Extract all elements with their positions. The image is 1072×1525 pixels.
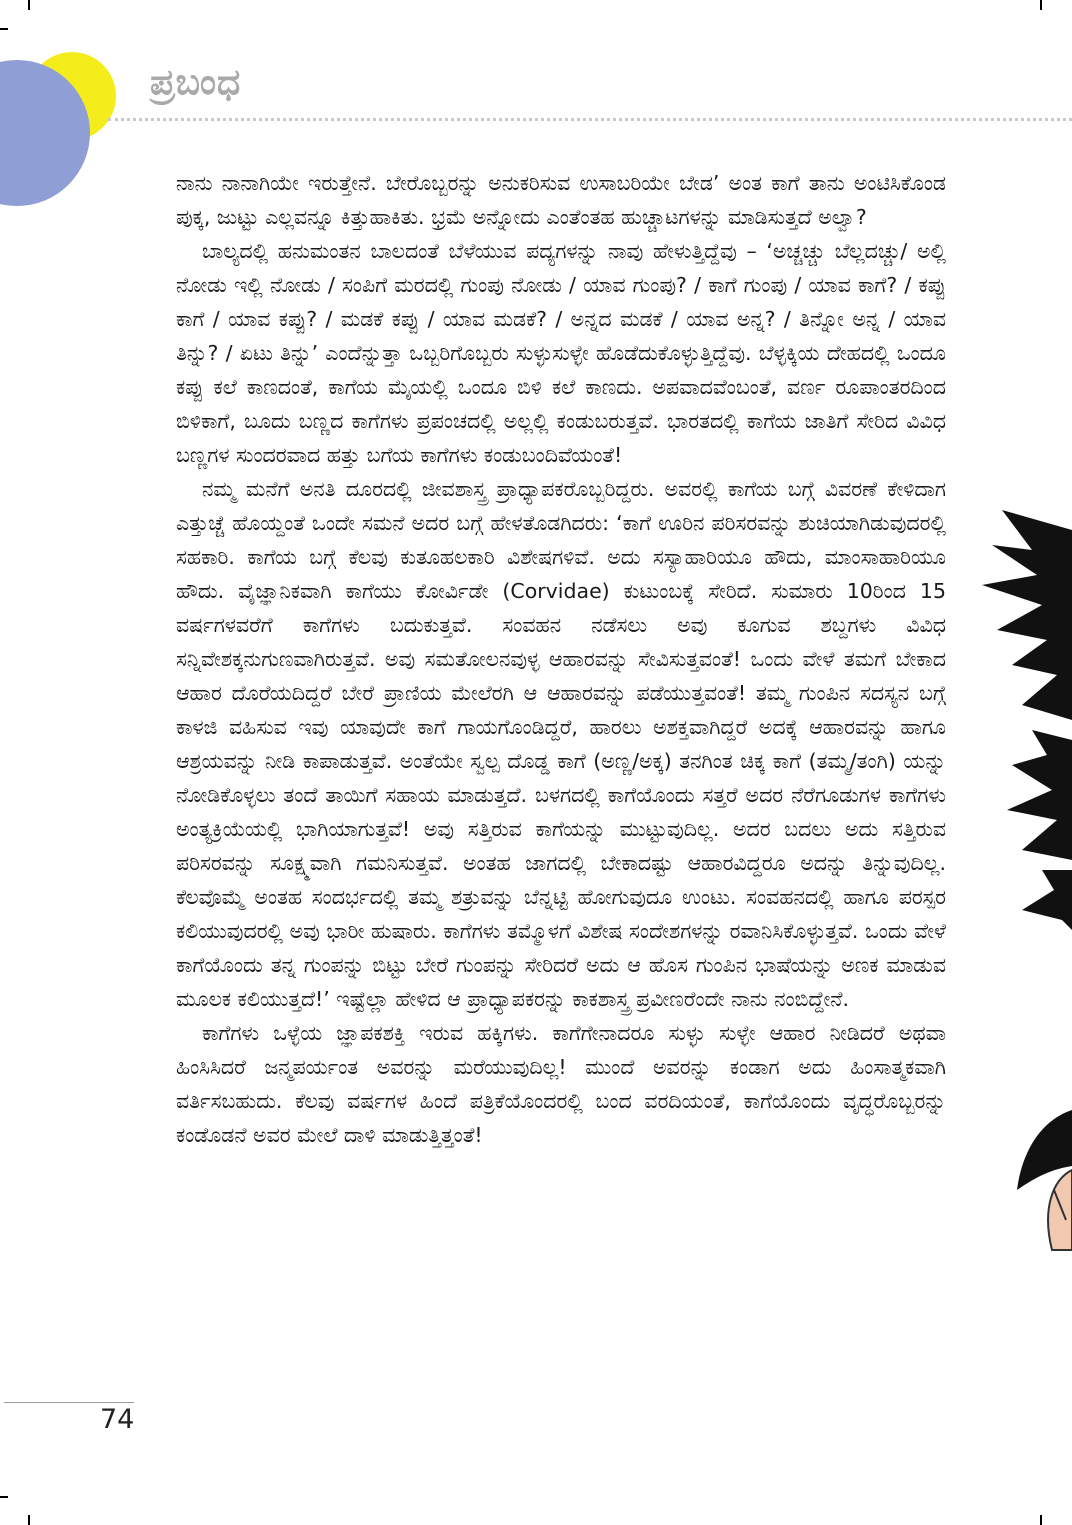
crop-mark	[0, 28, 8, 30]
header-dotted-divider	[108, 118, 1072, 121]
footer-rule	[4, 1402, 134, 1403]
crop-mark	[28, 0, 30, 10]
crop-mark	[0, 1496, 8, 1498]
page-number: 74	[100, 1404, 135, 1435]
paragraph-3: ನಮ್ಮ ಮನೆಗೆ ಅನತಿ ದೂರದಲ್ಲಿ ಜೀವಶಾಸ್ತ್ರ ಪ್ರಾಧ್ಯಾಪಕರೊಬ್ಬರಿದ್ದರು. ಅವರಲ್ಲಿ ಕಾಗೆಯ ಬಗ್ಗೆ ವಿವರಣೆ ಕೇಳಿದಾಗ ಎತ್ತುಚ್ಚೆ ಹೊಯ್ದಂತೆ ಒಂದೇ ಸಮನೆ ಅದರ ಬಗ್ಗೆ ಹೇಳತೊಡಗಿದರು: ‘ಕಾಗೆ ಊರಿನ ಪರಿಸರವನ್ನು ಶುಚಿಯಾಗಿಡುವುದರಲ್ಲಿ ಸಹಕಾರಿ. ಕಾಗೆಯ ಬಗ್ಗೆ ಕೆಲವು ಕುತೂಹಲಕಾರಿ ವಿಶೇಷಗಳಿವೆ. ಅದು ಸಸ್ಯಾಹಾರಿಯೂ ಹೌದು, ಮಾಂಸಾಹಾರಿಯೂ ಹೌದು. ವೈಜ್ಞಾನಿಕವಾಗಿ ಕಾಗೆಯು ಕೋರ್ವಿಡೇ (Corvidae) ಕುಟುಂಬಕ್ಕೆ ಸೇರಿದೆ. ಸುಮಾರು 10ರಿಂದ 15 ವರ್ಷಗಳವರೆಗೆ ಕಾಗೆಗಳು ಬದುಕುತ್ತವೆ. ಸಂವಹನ ನಡೆಸಲು ಅವು ಕೂಗುವ ಶಬ್ದಗಳು ವಿವಿಧ ಸನ್ನಿವೇಶಕ್ಕನುಗುಣವಾಗಿರುತ್ತವೆ. ಅವು ಸಮತೋಲನವುಳ್ಳ ಆಹಾರವನ್ನು ಸೇವಿಸುತ್ತವಂತೆ! ಒಂದು ವೇಳೆ ತಮಗೆ ಬೇಕಾದ ಆಹಾರ ದೊರೆಯದಿದ್ದರೆ ಬೇರೆ ಪ್ರಾಣಿಯ ಮೇಲೆರಗಿ ಆ ಆಹಾರವನ್ನು ಪಡೆಯುತ್ತವಂತೆ! ತಮ್ಮ ಗುಂಪಿನ ಸದಸ್ಯನ ಬಗ್ಗೆ ಕಾಳಜಿ ವಹಿಸುವ ಇವು ಯಾವುದೇ ಕಾಗೆ ಗಾಯಗೊಂಡಿದ್ದರೆ, ಹಾರಲು ಅಶಕ್ತವಾಗಿದ್ದರೆ ಅದಕ್ಕೆ ಆಹಾರವನ್ನು ಹಾಗೂ ಆಶ್ರಯವನ್ನು ನೀಡಿ ಕಾಪಾಡುತ್ತವೆ. ಅಂತೆಯೇ ಸ್ವಲ್ಪ ದೊಡ್ಡ ಕಾಗೆ (ಅಣ್ಣ/ಅಕ್ಕ) ತನಗಿಂತ ಚಿಕ್ಕ ಕಾಗೆ (ತಮ್ಮ/ತಂಗಿ) ಯನ್ನು ನೋಡಿಕೊಳ್ಳಲು ತಂದೆ ತಾಯಿಗೆ ಸಹಾಯ ಮಾಡುತ್ತದೆ. ಬಳಗದಲ್ಲಿ ಕಾಗೆಯೊಂದು ಸತ್ತರೆ ಅದರ ನೆರೆಗೂಡುಗಳ ಕಾಗೆಗಳು ಅಂತ್ಯಕ್ರಿಯೆಯಲ್ಲಿ ಭಾಗಿಯಾಗುತ್ತವೆ! ಅವು ಸತ್ತಿರುವ ಕಾಗೆಯನ್ನು ಮುಟ್ಟುವುದಿಲ್ಲ. ಅದರ ಬದಲು ಅದು ಸತ್ತಿರುವ ಪರಿಸರವನ್ನು ಸೂಕ್ಷ್ಮವಾಗಿ ಗಮನಿಸುತ್ತವೆ. ಅಂತಹ ಜಾಗದಲ್ಲಿ ಬೇಕಾದಷ್ಟು ಆಹಾರವಿದ್ದರೂ ಅದನ್ನು ತಿನ್ನುವುದಿಲ್ಲ. ಕೆಲವೊಮ್ಮೆ ಅಂತಹ ಸಂದರ್ಭದಲ್ಲಿ ತಮ್ಮ ಶತ್ರುವನ್ನು ಬೆನ್ನಟ್ಟಿ ಹೋಗುವುದೂ ಉಂಟು. ಸಂವಹನದಲ್ಲಿ ಹಾಗೂ ಪರಸ್ಪರ ಕಲಿಯುವುದರಲ್ಲಿ ಅವು ಭಾರೀ ಹುಷಾರು. ಕಾಗೆಗಳು ತಮ್ಮೊಳಗೆ ವಿಶೇಷ ಸಂದೇಶಗಳನ್ನು ರವಾನಿಸಿಕೊಳ್ಳುತ್ತವೆ. ಒಂದು ವೇಳೆ ಕಾಗೆಯೊಂದು ತನ್ನ ಗುಂಪನ್ನು ಬಿಟ್ಟು ಬೇರೆ ಗುಂಪನ್ನು ಸೇರಿದರೆ ಅದು ಆ ಹೊಸ ಗುಂಪಿನ ಭಾಷೆಯನ್ನು ಅಣಕ ಮಾಡುವ ಮೂಲಕ ಕಲಿಯುತ್ತದೆ!’ ಇಷ್ಟೆಲ್ಲಾ ಹೇಳಿದ ಆ ಪ್ರಾಧ್ಯಾಪಕರನ್ನು ಕಾಕಶಾಸ್ತ್ರ ಪ್ರವೀಣರೆಂದೇ ನಾನು ನಂಬಿದ್ದೇನೆ.	[176, 477, 946, 1011]
paragraph-1: ನಾನು ನಾನಾಗಿಯೇ ಇರುತ್ತೇನೆ. ಬೇರೊಬ್ಬರನ್ನು ಅನುಕರಿಸುವ ಉಸಾಬರಿಯೇ ಬೇಡ’ ಅಂತ ಕಾಗೆ ತಾನು ಅಂಟಿಸಿಕೊಂಡ ಪುಕ್ಕ, ಜುಟ್ಟು ಎಲ್ಲವನ್ನೂ ಕಿತ್ತುಹಾಕಿತು. ಭ್ರಮೆ ಅನ್ನೋದು ಎಂತೆಂತಹ ಹುಚ್ಚಾಟಗಳನ್ನು ಮಾಡಿಸುತ್ತದೆ ಅಲ್ವಾ?	[176, 171, 946, 229]
paragraph-4: ಕಾಗೆಗಳು ಒಳ್ಳೆಯ ಜ್ಞಾಪಕಶಕ್ತಿ ಇರುವ ಹಕ್ಕಿಗಳು. ಕಾಗೆಗೇನಾದರೂ ಸುಳ್ಳು ಸುಳ್ಳೇ ಆಹಾರ ನೀಡಿದರೆ ಅಥವಾ ಹಿಂಸಿಸಿದರೆ ಜನ್ಮಪರ್ಯಂತ ಅವರನ್ನು ಮರೆಯುವುದಿಲ್ಲ! ಮುಂದೆ ಅವರನ್ನು ಕಂಡಾಗ ಅದು ಹಿಂಸಾತ್ಮಕವಾಗಿ ವರ್ತಿಸಬಹುದು. ಕೆಲವು ವರ್ಷಗಳ ಹಿಂದೆ ಪತ್ರಿಕೆಯೊಂದರಲ್ಲಿ ಬಂದ ವರದಿಯಂತೆ, ಕಾಗೆಯೊಂದು ವೃದ್ಧರೊಬ್ಬರನ್ನು ಕಂಡೊಡನೆ ಅವರ ಮೇಲೆ ದಾಳಿ ಮಾಡುತ್ತಿತ್ತಂತೆ!	[176, 1021, 946, 1147]
crop-mark	[1040, 1515, 1042, 1525]
paragraph-2: ಬಾಲ್ಯದಲ್ಲಿ ಹನುಮಂತನ ಬಾಲದಂತೆ ಬೆಳೆಯುವ ಪದ್ಯಗಳನ್ನು ನಾವು ಹೇಳುತ್ತಿದ್ದೆವು – ‘ಅಚ್ಚಚ್ಚು ಬೆಲ್ಲದಚ್ಚು/ ಅಲ್ಲಿ ನೋಡು ಇಲ್ಲಿ ನೋಡು / ಸಂಪಿಗೆ ಮರದಲ್ಲಿ ಗುಂಪು ನೋಡು / ಯಾವ ಗುಂಪು? / ಕಾಗೆ ಗುಂಪು / ಯಾವ ಕಾಗೆ? / ಕಪ್ಪು ಕಾಗೆ / ಯಾವ ಕಪ್ಪು? / ಮಡಕೆ ಕಪ್ಪು / ಯಾವ ಮಡಕೆ? / ಅನ್ನದ ಮಡಕೆ / ಯಾವ ಅನ್ನ? / ತಿನ್ನೋ ಅನ್ನ / ಯಾವ ತಿನ್ನು? / ಏಟು ತಿನ್ನು’ ಎಂದೆನ್ನುತ್ತಾ ಒಬ್ಬರಿಗೊಬ್ಬರು ಸುಳ್ಳುಸುಳ್ಳೇ ಹೊಡೆದುಕೊಳ್ಳುತ್ತಿದ್ದೆವು. ಬೆಳ್ಳಕ್ಕಿಯ ದೇಹದಲ್ಲಿ ಒಂದೂ ಕಪ್ಪು ಕಲೆ ಕಾಣದಂತೆ, ಕಾಗೆಯ ಮೈಯಲ್ಲಿ ಒಂದೂ ಬಿಳಿ ಕಲೆ ಕಾಣದು. ಅಪವಾದವೆಂಬಂತೆ, ವರ್ಣ ರೂಪಾಂತರದಿಂದ ಬಿಳಿಕಾಗೆ, ಬೂದು ಬಣ್ಣದ ಕಾಗೆಗಳು ಪ್ರಪಂಚದಲ್ಲಿ ಅಲ್ಲಲ್ಲಿ ಕಂಡುಬರುತ್ತವೆ. ಭಾರತದಲ್ಲಿ ಕಾಗೆಯ ಜಾತಿಗೆ ಸೇರಿದ ವಿವಿಧ ಬಣ್ಣಗಳ ಸುಂದರವಾದ ಹತ್ತು ಬಗೆಯ ಕಾಗೆಗಳು ಕಂಡುಬಂದಿವೆಯಂತೆ!	[176, 239, 946, 467]
crop-mark	[28, 1515, 30, 1525]
crow-illustration	[962, 490, 1072, 1260]
crop-mark	[1040, 0, 1042, 10]
article-body	[176, 166, 946, 1152]
section-title: ಪ್ರಬಂಧ	[150, 62, 242, 103]
